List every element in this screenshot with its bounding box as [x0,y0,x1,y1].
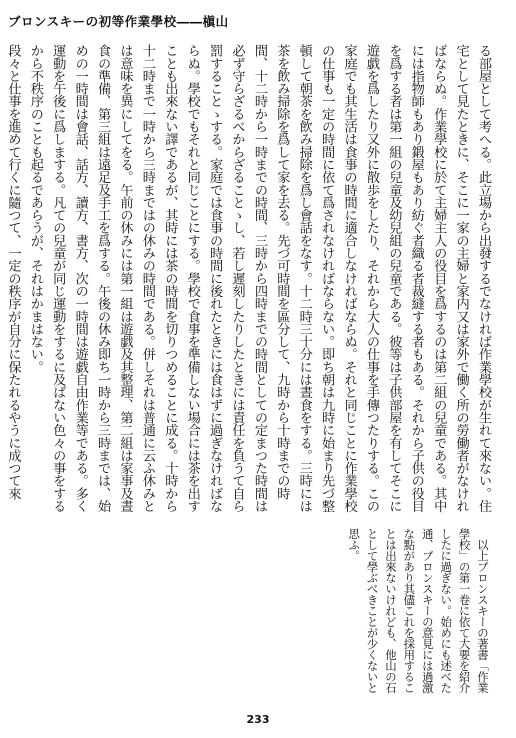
running-header [8,12,508,30]
afterword-paragraph: 以上ブロンスキーの著書「作業學校」の第一卷に依て大要を紹介したに過ぎない。始めにも述べた通、ブロンスキーの意見には過激な點があり其儘これを採用することは出來ないけれども、他山の石として學ぶべきことが少くないと思ふ。 [347,528,490,694]
main-text [5,44,494,518]
body-paragraph-continued: る部屋として考へる。此立場から出發するでなければ作業學校が生れて來ない。住宅として見たときに、そこに一家の主婦と家内又は家外で働く所の勞働者がなければならぬ。作業學校に於て主婦主人の役目を爲するのは第二組の兒童である。其中には指物師もあり鍛屋もあり紡ぐ者織る者裁縫する者もある。それから子供の役目を爲する者は第一組の兒童及幼兒組の兒童である。彼等は子供部屋を有してそこに遊戯を爲したり又外に散歩をしたり、それから大人の仕事を手傳つたりする。この家庭でも其生活は食事の時間に適合しなければならぬ。それと同じことに作業學校の仕事も一定の時間に依て爲されなければならない。即ち朝は九時に始まり先づ整頓して朝茶を飲み掃除を爲し會話をなす。十二時三十分には晝食をする。三時には茶を飲み掃除を爲して家を去る。先づ可時間を區分して、九時から十時までの時間、十二時から一時までの時間、三時から四時までの時間としての定まつた時間は必ず守らざるべからざることゝし、若し遲刻したりしたときには責任を負うて自ら罰することゝする。家庭では食事の時間に後れたときには食はずに過ぎなければならぬ。學校でもそれと同じことにする。學校で食事を準備しない場合には茶を出すことも出來ない譯であるが、其時には茶の時間を切りつめることに成る。十時から十二時まで一時から三時まではの休みの時間である。併しそれは普通に云ふ休みとは意味を異にしてをる。午前の休みには第一組は遊戯及其整理、第二組は家事及晝食の準備、第三組は遠足及手工を爲する。午後の休み即ち一時から三時までは、始めの一時間は會話、話方、讀方、書方、次の一時間は遊戯自由作業等である。多く運動を午後に爲しまする。凡ての兒童が同じ運動をするに及ばない色々の事をするから不秩序のことも起るであらうが、それはかまはない。 [27,44,491,513]
afterword-block [52,528,492,700]
page-number: 233 [246,713,270,726]
running-header-title: ブロンスキーの初等作業學校――槇山 [8,14,229,29]
body-paragraph: 段々と仕事を進めて行くに隨つて、一定の秩序が自分に保たれるやうに成つて來 [5,44,21,500]
